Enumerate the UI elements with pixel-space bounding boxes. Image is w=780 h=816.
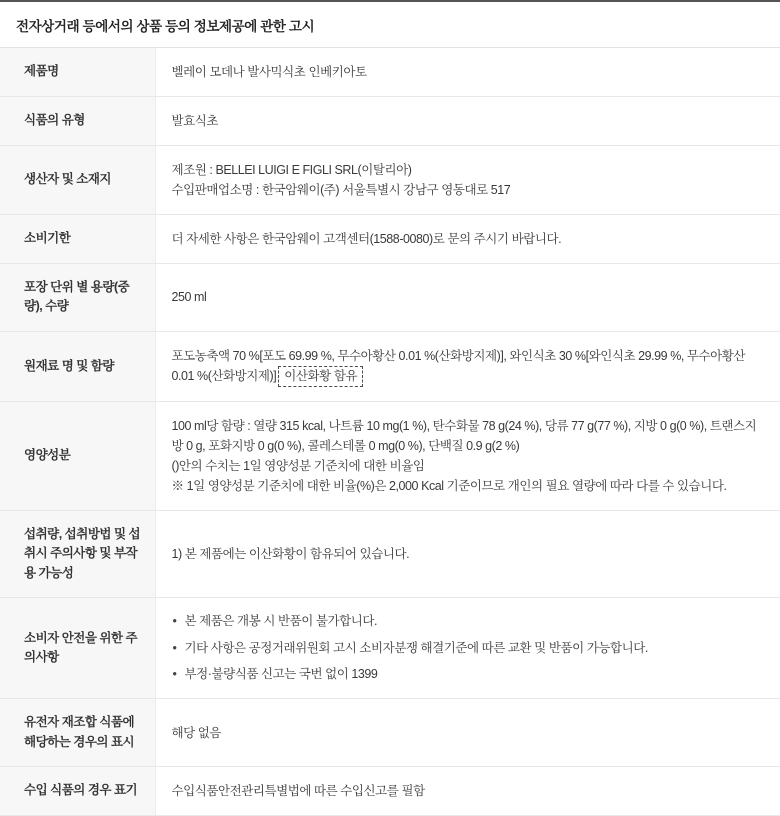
row-value-package-volume: 250 ml [171, 290, 207, 305]
nutrition-note-2: ※ 1일 영양성분 기준치에 대한 비율(%)은 2,000 Kcal 기준이므로 개인의 필요 열량에 따라 다를 수 있습니다. [171, 479, 727, 493]
row-label-expiry: 소비기한 [0, 215, 155, 264]
table-row [0, 511, 780, 598]
row-label-manufacturer: 생산자 및 소재지 [0, 146, 155, 215]
row-label-food-type: 식품의 유형 [0, 97, 155, 146]
nutrition-note-1: ()안의 수치는 1일 영양성분 기준치에 대한 비율임 [171, 459, 425, 473]
table-row [0, 331, 780, 401]
manufacturer-line-2: 수입판매업소명 : 한국암웨이(주) 서울특별시 강남구 영동대로 517 [171, 183, 511, 197]
row-label-gmo: 유전자 재조합 식품에 해당하는 경우의 표시 [0, 699, 155, 767]
table-row [0, 767, 780, 816]
table-row [0, 215, 780, 264]
row-label-intake: 섭취량, 섭취방법 및 섭취시 주의사항 및 부작용 가능성 [0, 511, 155, 598]
row-value-intake: 1) 본 제품에는 이산화황이 함유되어 있습니다. [171, 547, 410, 562]
ingredients-text: 포도농축액 70 %[포도 69.99 %, 무수아황산 0.01 %(산화방지제)], 와인식초 30 %[와인식초 29.99 %, 무수아황산 0.01 %(산화방지제)] [171, 348, 746, 383]
table-row [0, 699, 780, 767]
nutrition-main: 100 ml당 함량 : 열량 315 kcal, 나트륨 10 mg(1 %), 탄수화물 78 g(24 %), 당류 77 g(77 %), 지방 0 g(0 %), 트랜스지방 0 g, 포화지방 0 g(0 %), 콜레스테롤 0 mg(0 %), 단백질 0.9 g(2 %) [171, 419, 757, 453]
row-value-food-type: 발효식초 [171, 114, 219, 128]
row-label-package-volume: 포장 단위 별 용량(중량), 수량 [0, 264, 155, 332]
list-item: • 기타 사항은 공정거래위원회 고시 소비자분쟁 해결기준에 따른 교환 및 반품이 가능합니다. [172, 639, 763, 658]
row-value-manufacturer [155, 146, 780, 215]
list-item: • 부정·불량식품 신고는 국번 없이 1399 [172, 665, 763, 684]
table-row [0, 598, 780, 699]
list-item: • 본 제품은 개봉 시 반품이 불가합니다. [172, 612, 763, 631]
row-label-import: 수입 식품의 경우 표기 [0, 767, 155, 816]
row-value-gmo: 해당 없음 [171, 725, 222, 740]
table-row [0, 97, 780, 146]
row-value-import: 수입식품안전관리특별법에 따른 수입신고를 필함 [171, 784, 425, 798]
product-info-table [0, 48, 780, 816]
table-row [0, 48, 780, 97]
page-title: 전자상거래 등에서의 상품 등의 정보제공에 관한 고시 [0, 0, 780, 48]
row-label-ingredients: 원재료 명 및 함량 [0, 331, 155, 401]
row-value-safety [155, 598, 780, 699]
row-value-product-name: 벨레이 모데나 발사믹식초 인베키아토 [171, 65, 367, 79]
row-value-nutrition [155, 402, 780, 511]
row-label-nutrition: 영양성분 [0, 402, 155, 511]
safety-bullet-list [172, 612, 763, 684]
manufacturer-line-1: 제조원 : BELLEI LUIGI E FIGLI SRL(이탈리아) [171, 163, 412, 177]
sulfite-warning-badge: 이산화황 함유 [278, 366, 363, 387]
table-row [0, 402, 780, 511]
table-row [0, 264, 780, 332]
row-value-ingredients [155, 331, 780, 401]
row-label-product-name: 제품명 [0, 48, 155, 97]
row-value-expiry: 더 자세한 사항은 한국암웨이 고객센터(1588-0080)로 문의 주시기 바랍니다. [171, 232, 562, 246]
table-row [0, 146, 780, 215]
row-label-safety: 소비자 안전을 위한 주의사항 [0, 598, 155, 699]
